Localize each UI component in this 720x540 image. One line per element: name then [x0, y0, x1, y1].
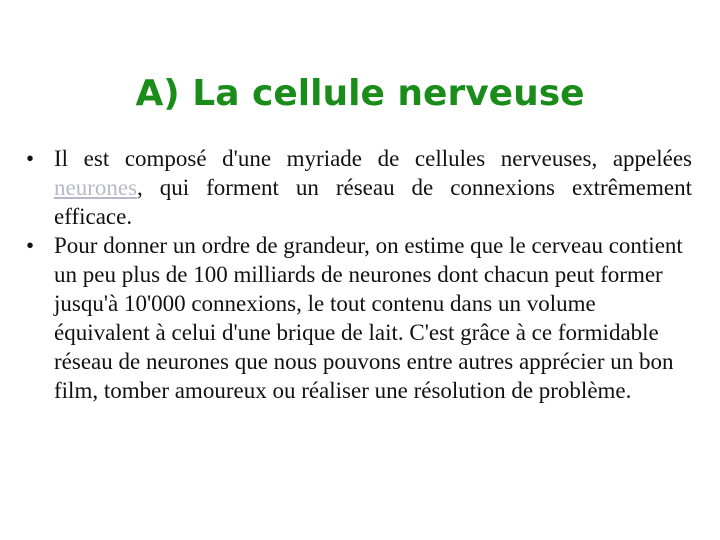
bullet-list — [22, 144, 692, 405]
bullet-text: Il est composé d'une myriade de cellules nerveuses, appelées — [54, 146, 692, 171]
bullet-item-2 — [22, 231, 692, 405]
neurones-link[interactable]: neurones — [54, 175, 138, 200]
slide-title: A) La cellule nerveuse — [135, 73, 585, 114]
bullet-marker: • — [26, 146, 35, 171]
bullet-text: , qui forment un réseau de connexions extrêmement efficace. — [54, 175, 692, 229]
bullet-text: Pour donner un ordre de grandeur, on estime que le cerveau contient un peu plus de 100 milliards de neurones dont chacun peut former jusqu'à 10'000 connexions, le tout contenu dans un volume équivalent à celui d'une brique de lait. C'est grâce à ce formidable réseau de neurones que nous pouvons entre autres apprécier un bon film, tomber amoureux ou réaliser une résolution de problème. — [54, 233, 683, 403]
bullet-marker: • — [26, 233, 35, 258]
bullet-item-1 — [22, 144, 692, 231]
